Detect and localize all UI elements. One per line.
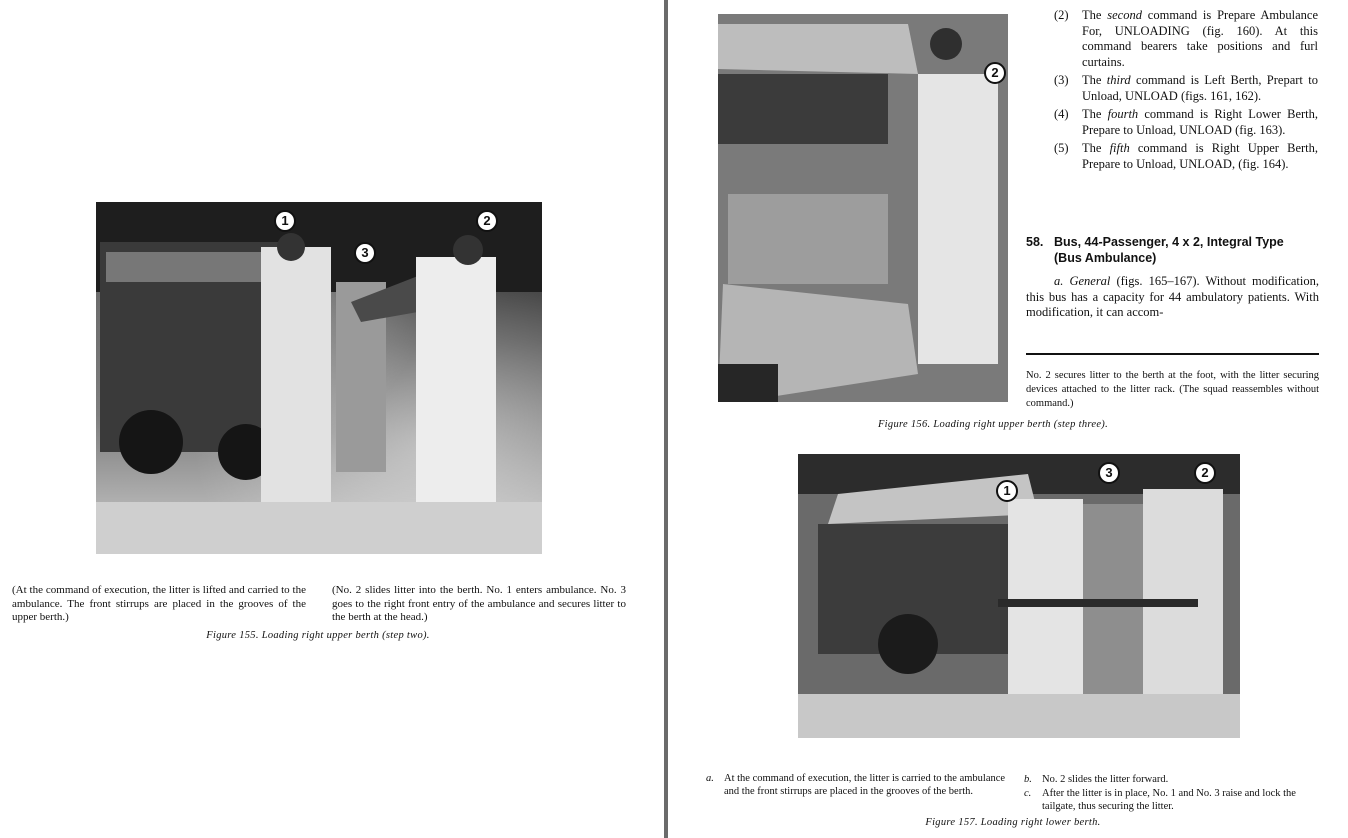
- caption-text: After the litter is in place, No. 1 and No. 3 raise and lock the tailgate, thus securing the litter.: [1042, 788, 1296, 812]
- figure-157-illustration: [798, 454, 1240, 738]
- step-emphasis: third: [1106, 73, 1131, 87]
- figure-155-illustration: [96, 202, 542, 554]
- section-number: 58.: [1026, 235, 1044, 249]
- step-number: (3): [1054, 73, 1069, 87]
- right-page: [668, 0, 1348, 838]
- left-page: [0, 0, 664, 838]
- step-emphasis: fourth: [1107, 107, 1139, 121]
- figure-155-caption-right: (No. 2 slides litter into the berth. No. 1 enters ambulance. No. 3 goes to the right front entry of the ambulance and secures litter to the berth at the head.): [332, 584, 626, 623]
- step-text: The: [1082, 107, 1108, 121]
- figure-156-photo: [718, 14, 1008, 402]
- figure-155-photo: [96, 202, 542, 554]
- figure-157-title: Figure 157. Loading right lower berth.: [925, 817, 1101, 828]
- figure-157-marker-3: 3: [1098, 462, 1120, 484]
- figure-156-marker-2: 2: [984, 62, 1006, 84]
- step-text: command is Right Lower Berth, Prepare to Unload, UNLOAD (fig. 163).: [1082, 107, 1319, 137]
- command-steps-list: [1054, 8, 1318, 175]
- figure-157-caption-a: [706, 772, 1006, 798]
- step-text: command is Left Berth, Prepart to Unload, UNLOAD (figs. 161, 162).: [1082, 73, 1318, 103]
- section-subtitle: (Bus Ambulance): [1054, 251, 1157, 265]
- section-heading: [1026, 234, 1320, 266]
- step-number: (5): [1054, 141, 1069, 155]
- paragraph-label: a. General: [1054, 274, 1111, 288]
- step-item: [1054, 141, 1318, 172]
- figure-155-caption-left: (At the command of execution, the litter is lifted and carried to the ambulance. The front stirrups are placed in the grooves of the upper berth.): [12, 584, 306, 623]
- figure-155-marker-2: 2: [476, 210, 498, 232]
- step-text: The: [1082, 73, 1107, 87]
- step-emphasis: second: [1107, 8, 1142, 22]
- paragraph-text: (figs. 165–167). Without modification, this bus has a capacity for 44 ambulatory patients. With modification, it can accom-: [1026, 274, 1319, 319]
- figure-156-title: Figure 156. Loading right upper berth (step three).: [877, 419, 1109, 430]
- step-number: (4): [1054, 107, 1069, 121]
- step-number: (2): [1054, 8, 1069, 22]
- caption-text: At the command of execution, the litter is carried to the ambulance and the front stirrups are placed in the grooves of the berth.: [724, 773, 1006, 797]
- step-item: [1054, 73, 1318, 104]
- figure-157-caption-c: [1024, 787, 1320, 813]
- figure-157-marker-2: 2: [1194, 462, 1216, 484]
- footnote-rule: [1026, 353, 1319, 355]
- figure-155-marker-3: 3: [354, 242, 376, 264]
- figure-157-marker-1: 1: [996, 480, 1018, 502]
- step-text: command is Prepare Ambulance For, UNLOADING (fig. 160). At this command bearers take positions and furl curtains.: [1082, 8, 1319, 69]
- figure-155-marker-1: 1: [274, 210, 296, 232]
- step-emphasis: fifth: [1109, 141, 1130, 155]
- step-text: command is Right Upper Berth, Prepare to Unload, UNLOAD, (fig. 164).: [1082, 141, 1318, 171]
- figure-157-photo: [798, 454, 1240, 738]
- caption-label: a.: [706, 773, 714, 784]
- figure-157-caption-b: [1024, 773, 1320, 786]
- figure-156-illustration: [718, 14, 1008, 402]
- caption-label: b.: [1024, 774, 1032, 785]
- section-title: Bus, 44-Passenger, 4 x 2, Integral Type: [1054, 235, 1284, 249]
- caption-label: c.: [1024, 788, 1032, 799]
- section-paragraph: [1026, 274, 1319, 321]
- step-item: [1054, 8, 1318, 70]
- figure-156-caption: No. 2 secures litter to the berth at the foot, with the litter securing devices attached to the litter rack. (The squad reassembles without command.): [1026, 370, 1319, 409]
- figure-155-title: Figure 155. Loading right upper berth (step two).: [206, 630, 430, 641]
- step-text: The: [1082, 8, 1108, 22]
- step-text: The: [1082, 141, 1110, 155]
- caption-text: No. 2 slides the litter forward.: [1042, 774, 1169, 785]
- step-item: [1054, 107, 1318, 138]
